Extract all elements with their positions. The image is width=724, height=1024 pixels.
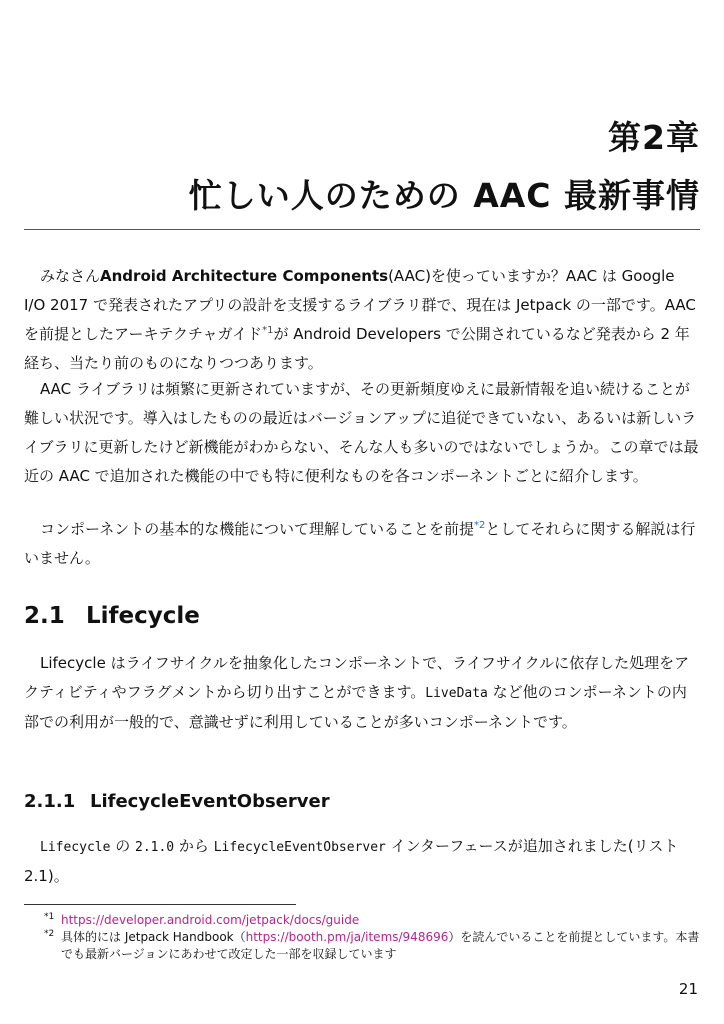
- footnote-link[interactable]: https://developer.android.com/jetpack/docs/guide: [61, 913, 360, 927]
- footnote-text: ）を読んでいることを前提としています。本書でも最新バージョンにあわせて改定した一部を収録しています: [61, 930, 700, 961]
- intro-paragraph-3: [24, 515, 700, 573]
- section-number: 2.1: [24, 603, 65, 629]
- footnote-ref-1[interactable]: *1: [262, 325, 274, 336]
- subsection-number: 2.1.1: [24, 791, 76, 812]
- subsection-text: から: [174, 837, 214, 855]
- chapter-title: 忙しい人のための AAC 最新事情: [188, 176, 700, 215]
- code-lifecycle-event-observer: LifecycleEventObserver: [213, 840, 386, 855]
- footnote-mark: *1: [44, 912, 55, 922]
- code-version: 2.1.0: [135, 840, 175, 855]
- chapter-number: 第2章: [608, 118, 700, 157]
- section-text: など他のコンポーネントの内部での利用が一般的で、意識せずに利用していることが多いコンポーネントです。: [24, 683, 687, 731]
- subsection-title: LifecycleEventObserver: [90, 791, 330, 812]
- footnote-mark: *2: [44, 929, 55, 939]
- intro-text: コンポーネントの基本的な機能について理解していることを前提: [40, 520, 474, 538]
- intro-text: としてそれらに関する解説は行いません。: [24, 520, 696, 567]
- intro-text: みなさん: [40, 267, 101, 285]
- subsection-text: の: [110, 837, 135, 855]
- page-number: 21: [678, 980, 698, 998]
- chapter-divider: [24, 229, 700, 230]
- footnote-2: [44, 929, 704, 963]
- intro-text: (AAC)を使っていますか？AAC は Google I/O 2017 で発表されたアプリの設計を支援するライブラリ群で、現在は Jetpack の一部です。AAC を前提としたアーキテクチャガイド: [24, 267, 696, 343]
- intro-text: が Android Developers で公開されているなど発表から 2 年経ち、当たり前のものになりつつあります。: [24, 325, 690, 372]
- subsection-paragraph: [24, 832, 700, 891]
- subsection-text: インターフェースが追加されました(リスト 2.1)。: [24, 837, 679, 885]
- section-text: Lifecycle はライフサイクルを抽象化したコンポーネントで、ライフサイクルに依存した処理をアクティビティやフラグメントから切り出すことができます。: [24, 654, 690, 701]
- subsection-heading: [24, 791, 330, 812]
- section-paragraph: [24, 649, 700, 737]
- intro-paragraph-1: [24, 262, 700, 378]
- intro-emphasis: Android Architecture Components: [100, 267, 389, 285]
- footnote-divider: [24, 904, 296, 905]
- footnote-1: [44, 912, 704, 929]
- footnote-ref-2[interactable]: *2: [473, 520, 486, 531]
- code-lifecycle: Lifecycle: [40, 840, 111, 855]
- section-title: Lifecycle: [86, 603, 200, 629]
- footnote-link[interactable]: https://booth.pm/ja/items/948696: [245, 930, 449, 944]
- footnotes: [44, 912, 704, 963]
- code-livedata: LiveData: [425, 686, 488, 701]
- section-heading: [24, 603, 200, 629]
- intro-paragraph-2: AAC ライブラリは頻繁に更新されていますが、その更新頻度ゆえに最新情報を追い続けることが難しい状況です。導入はしたものの最近はバージョンアップに追従できていない、あるいは新しいライブラリに更新したけど新機能がわからない、そんな人も多いのではないでしょうか。この章では最近の AAC で追加された機能の中でも特に便利なものを各コンポーネントごとに紹介します。: [24, 380, 699, 485]
- footnote-text: 具体的には Jetpack Handbook（: [61, 930, 246, 944]
